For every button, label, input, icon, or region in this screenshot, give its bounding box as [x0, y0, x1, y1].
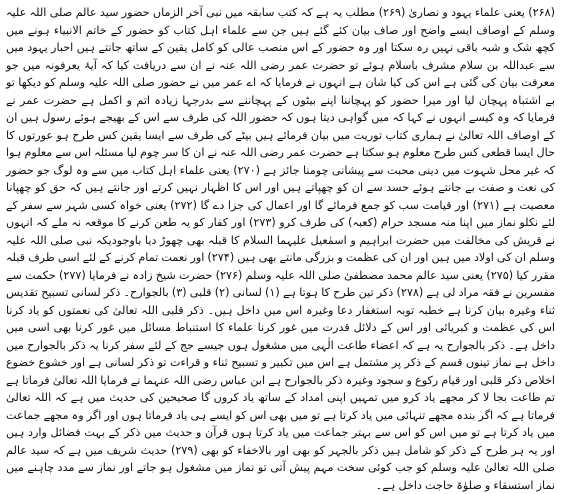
paragraph-main-text: (۲۶۸) یعنی علماء یہود و نصاریٰ (۲۶۹) مطلب یہ ہے کہ کتب سابقہ میں نبی آخر الزماں حضور سید عالم صلی اللہ علیہ وسلم کے اوصاف ایسے واضح اور صاف بیان کئے گئے ہیں جن سے علماء اہل کتاب کو حضور کے خاتم الانبیاء ہونے میں کچھ شک و شبہ باقی نہیں رہ سکتا اور وہ حضور کے اس منصب عالی کو کامل یقین کے ساتھ جانتے ہیں احبار یہود میں سے عبداللہ بن سلام مشرف باسلام ہوئے تو حضرت عمر رضی اللہ عنہ نے ان سے دریافت کیا کہ آیۂ یعرفونہ میں جو معرفت بیان کی گئی ہے اس کی کیا شان ہے انہوں نے فرمایا کہ اے عمر میں نے حضور صلی اللہ علیہ وسلم کو دیکھا تو بے اشتباہ پہچان لیا اور میرا حضور کو پہچاننا اپنے بیٹوں کے پہچاننے سے بدرجہا زیادہ اتم و اکمل ہے حضرت عمر نے فرمایا کہ وہ کیسے انہوں نے کہا کہ میں گواہی دیتا ہوں کہ حضور اللہ کی طرف سے اس کے بھیجے ہوئے رسول ہیں ان کے اوصاف اللہ تعالیٰ نے ہماری کتاب توریت میں بیان فرمائے ہیں بیٹے کی طرف سے ایسا یقین کس طرح ہو عورتوں کا حال ایسا قطعی کس طرح معلوم ہو سکتا ہے حضرت عمر رضی اللہ عنہ نے ان کا سر چوم لیا مسئلہ اس سے معلوم ہوا کہ غیر محل شہوت میں دینی محبت سے پیشانی چومنا جائز ہے (۲۷۰) یعنی علماء اہل کتاب میں سے وہ لوگ جو حضور کی نعت و صفت بے جانتے ہوئے حسد سے ان کو چھپاتے ہیں اور اس کا اظہار نہیں کرتے اور جانتے ہیں کہ حق کو چھپانا معصیت ہے (۲۷۱) اور قیامت سب کو جمع فرمائے گا اور اعمال کی جزا دے گا (۲۷۲) یعنی خواہ کسی شہر سے سفر کے لئے نکلو نماز میں اپنا منہ مسجد حرام (کعبہ) کی طرف کرو (۲۷۳) اور کفار کو یہ طعن کرنے کا موقعہ نہ ملے کہ انہوں نے قریش کی مخالفت میں حضرت ابراہیم و اسمٰعیل علیہما السلام کا قبلہ بھی چھوڑ دیا باوجودیکہ نبی صلی اللہ علیہ وسلم ان کی اولاد میں ہیں اور ان کی عظمت و بزرگی مانتے بھی ہیں (۲۷۴) اور نعمت تمام کرنے کے لئے اسی طرف قبلہ مقرر کیا (۲۷۵) یعنی سید عالم محمد مصطفیٰ صلی اللہ علیہ وسلم (۲۷۶) حضرت شیخ زادہ نے فرمایا (۲۷۷) حکمت سے مفسرین نے فقہ مراد لی ہے (۲۷۸) ذکر تین طرح کا ہوتا ہے (۱) لسانی (۲) قلبی (۳) بالجوارح۔ ذکر لسانی تسبیح تقدیس ثناء وغیرہ بیان کرنا ہے خطبہ توبہ استغفار دعا وغیرہ اس میں داخل ہیں۔ ذکر قلبی اللہ تعالیٰ کی نعمتوں کو یاد کرنا اس کی عظمت و کبریائی اور اس کے دلائل قدرت میں غور کرنا علماء کا استنباط مسائل میں غور کرنا بھی اسی میں داخل ہے۔ ذکر بالجوارح یہ ہے کہ اعضاء طاعت الٰہی میں مشغول ہوں جیسے حج کے لئے سفر کرنا یہ ذکر بالجوارح میں داخل ہے نماز تینوں قسم کے ذکر پر مشتمل ہے اس میں تکبیر و تسبیح ثناء و قراءت تو ذکر لسانی ہے اور خشوع خضوع اخلاص ذکر قلبی اور قیام رکوع و سجود وغیرہ ذکر بالجوارح ہے ابن عباس رضی اللہ عنہما نے فرمایا اللہ تعالیٰ فرماتا ہے تم طاعت بجا لا کر مجھے یاد کرو میں تمہیں اپنی امداد کے ساتھ یاد کروں گا صحیحین کی حدیث میں ہے کہ اللہ تعالیٰ فرماتا ہے کہ اگر بندہ مجھے تنہائی میں یاد کرتا ہے تو میں بھی اس کو ایسے ہی یاد فرماتا ہوں اور اگر وہ مجھے جماعت میں یاد کرتا ہے تو میں اس کو اس سے بہتر جماعت میں یاد کرتا ہوں قرآن و حدیث میں ذکر کے بہت فضائل وارد ہیں اور یہ ہر طرح کے ذکر کو شامل ہیں ذکر بالجہر کو بھی اور بالاخفاء کو بھی (۲۷۹) حدیث شریف میں ہے کہ سید عالم صلی اللہ تعالیٰ علیہ وسلم کو جب کوئی سخت مہم پیش آتی تو نماز میں مشغول ہو جاتے اور نماز سے مدد چاہنے میں نماز استسقاء و صلوٰۃ حاجت داخل ہے۔ [5, 6, 555, 492]
document-page [5, 4, 555, 492]
